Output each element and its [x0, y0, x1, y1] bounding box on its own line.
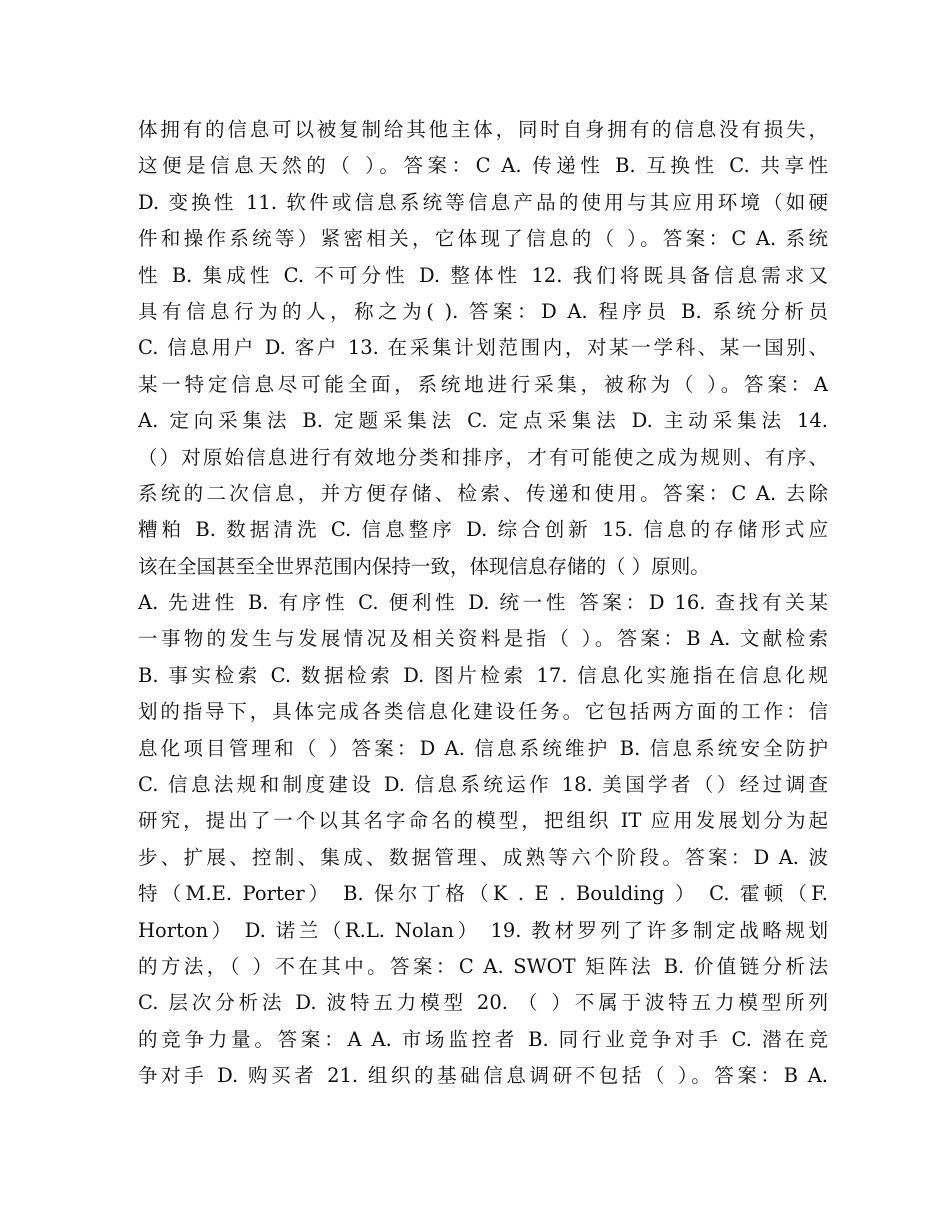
text-line-9: A. 定向采集法 B. 定题采集法 C. 定点采集法 D. 主动采集法 14. [138, 409, 828, 433]
text-line-14: A. 先进性 B. 有序性 C. 便利性 D. 统一性 答案：D 16. 查找有关某 [138, 591, 828, 615]
document-body [138, 112, 828, 1095]
text-line-13: 该在全国甚至全世界范围内保持一致，体现信息存储的（ ）原则。 [138, 554, 710, 578]
text-line-12: 糟粕 B. 数据清洗 C. 信息整序 D. 综合创新 15. 信息的存储形式应 [138, 518, 828, 542]
text-line-22: 特（M.E. Porter） B. 保尔丁格（K . E . Boulding ） C. 霍顿（F. [138, 882, 828, 906]
text-line-3: D. 变换性 11. 软件或信息系统等信息产品的使用与其应用环境（如硬 [138, 190, 828, 214]
text-line-18: 息化项目管理和（ ）答案：D A. 信息系统维护 B. 信息系统安全防护 [138, 736, 828, 760]
text-line-23: Horton） D. 诺兰（R.L. Nolan） 19. 教材罗列了许多制定战略规划 [138, 918, 828, 942]
text-line-4: 件和操作系统等）紧密相关，它体现了信息的（ ）。答案：C A. 系统 [138, 227, 828, 251]
text-line-25: C. 层次分析法 D. 波特五力模型 20. （ ）不属于波特五力模型所列 [138, 991, 828, 1015]
text-line-5: 性 B. 集成性 C. 不可分性 D. 整体性 12. 我们将既具备信息需求又 [138, 263, 828, 287]
text-line-2: 这便是信息天然的（ ）。答案：C A. 传递性 B. 互换性 C. 共享性 [138, 154, 828, 178]
text-line-24: 的方法，（ ）不在其中。答案：C A. SWOT 矩阵法 B. 价值链分析法 [138, 954, 828, 978]
text-line-8: 某一特定信息尽可能全面，系统地进行采集，被称为（ ）。答案：A [138, 372, 828, 396]
text-line-19: C. 信息法规和制度建设 D. 信息系统运作 18. 美国学者（）经过调查 [138, 773, 828, 797]
text-line-16: B. 事实检索 C. 数据检索 D. 图片检索 17. 信息化实施指在信息化规 [138, 663, 828, 687]
text-line-21: 步、扩展、控制、集成、数据管理、成熟等六个阶段。答案：D A. 波 [138, 845, 828, 869]
text-line-17: 划的指导下，具体完成各类信息化建设任务。它包括两方面的工作：信 [138, 700, 828, 724]
text-line-26: 的竞争力量。答案：A A. 市场监控者 B. 同行业竞争对手 C. 潜在竞 [138, 1027, 828, 1051]
text-line-6: 具有信息行为的人，称之为( ). 答案：D A. 程序员 B. 系统分析员 [138, 299, 828, 323]
text-line-10: （）对原始信息进行有效地分类和排序，才有可能使之成为规则、有序、 [138, 445, 828, 469]
text-line-20: 研究，提出了一个以其名字命名的模型，把组织 IT 应用发展划分为起 [138, 809, 828, 833]
text-line-7: C. 信息用户 D. 客户 13. 在采集计划范围内，对某一学科、某一国别、 [138, 336, 828, 360]
text-line-1: 体拥有的信息可以被复制给其他主体，同时自身拥有的信息没有损失， [138, 118, 828, 141]
text-line-11: 系统的二次信息，并方便存储、检索、传递和使用。答案：C A. 去除 [138, 481, 828, 505]
text-line-27: 争对手 D. 购买者 21. 组织的基础信息调研不包括（ ）。答案：B A. [138, 1064, 828, 1088]
text-line-15: 一事物的发生与发展情况及相关资料是指（ ）。答案：B A. 文献检索 [138, 627, 828, 651]
